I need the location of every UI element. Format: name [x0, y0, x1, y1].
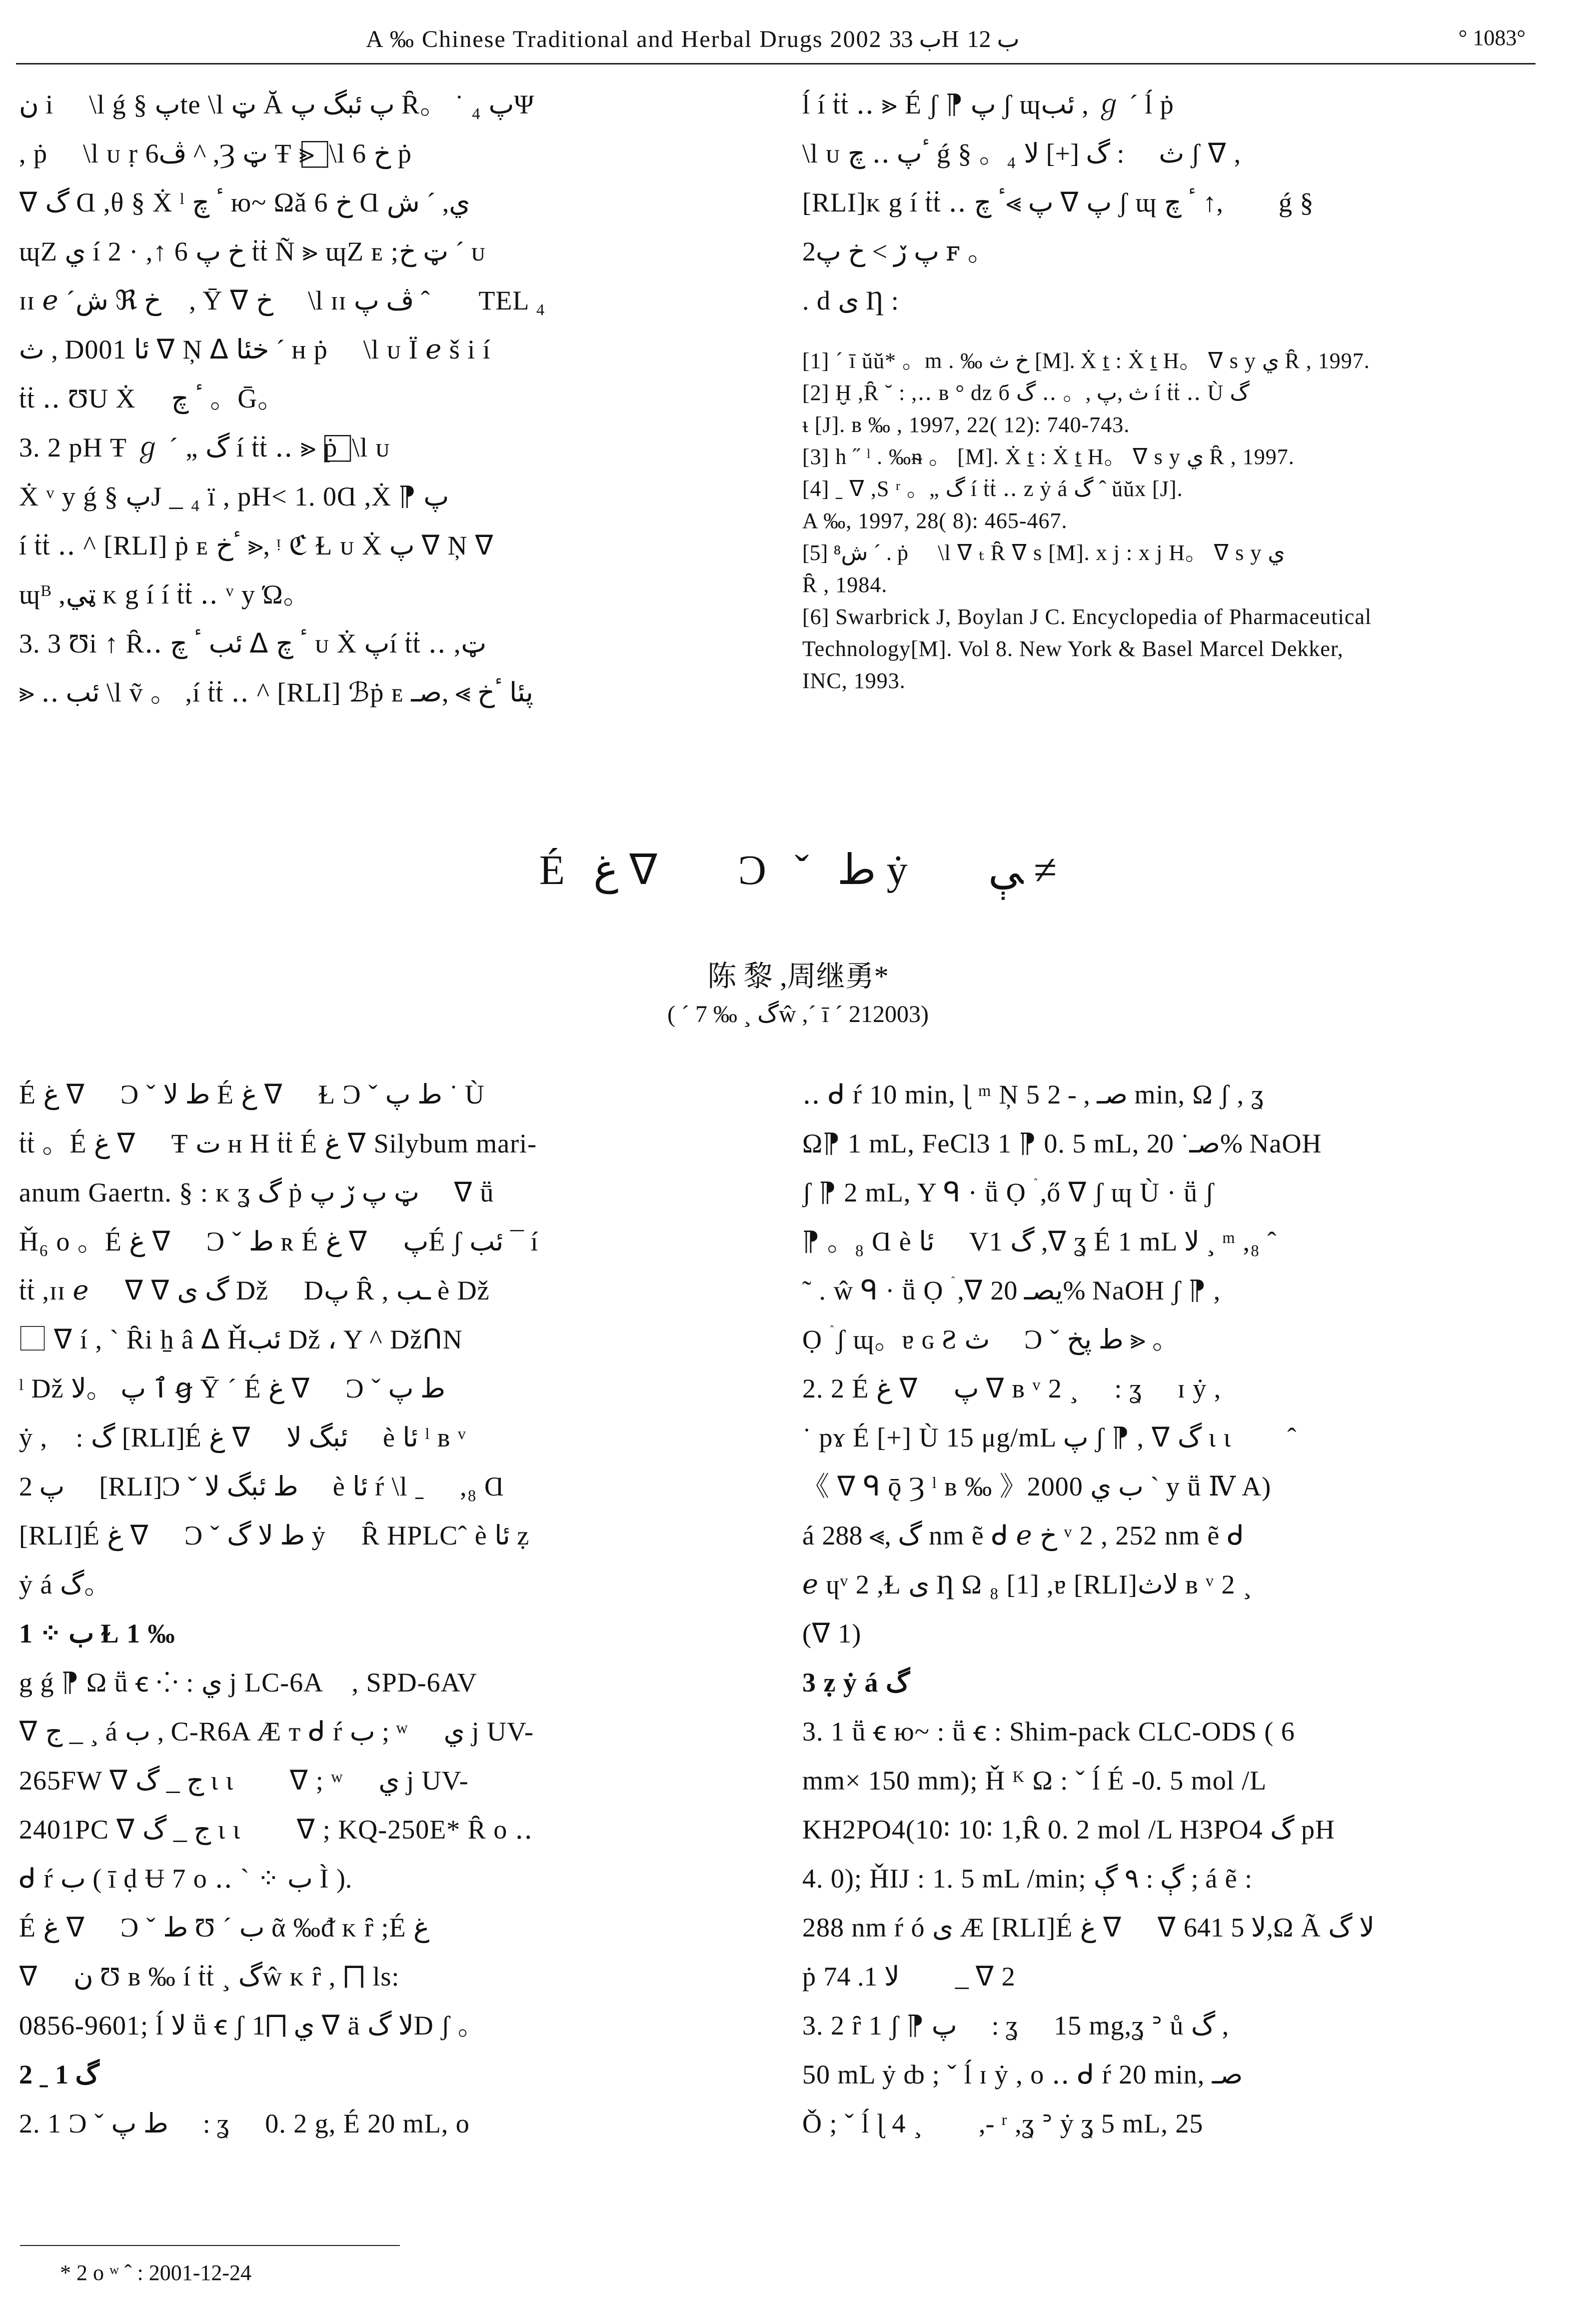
reference-item: ᵼ [J]. ʙ ‰ , 1997, 22( 12): 740-743. — [802, 412, 1130, 437]
running-header — [16, 20, 1536, 64]
text-line: 3. 1 ṻ ꞓ ю~ : ṻ ꞓ : Shim-pack CLC-ODS ( 6 — [802, 1716, 1295, 1746]
page-number: ° 1083° — [1458, 26, 1526, 50]
text-line: É ﻍ ᐁ ⃞ Ͻ ˇ ﻁ Ʊ ´ ب ᾶ ‰ᵭ ᴋ ȓ ;É ﻍ — [19, 1912, 430, 1942]
text-line: anum Gaertn. § : ᴋ ʓ گ ṗ ټ پ ڒ پ ⃞ ᐁ ṻ — [19, 1178, 494, 1208]
section-heading: 3. 3 Ʊi ↑ Ȓ‥ ئب ٴ چ ᐃ ٴ چ ᴜ Ẋ پí ṫṫ ‥ ,ټ — [19, 628, 487, 658]
text-line: 《 ᐁ ᑫ ǭ Ȝ ˡ ʙ ‰ 》2000 ب ي ˋ y ṻ Ⅳ A) — [802, 1472, 1272, 1502]
text-line: ᐁ ⃞ ن Ʊ ʙ ‰ í ṫṫ ¸ گŵ ᴋ ȓ , ⨅ ls: — [19, 1962, 400, 1992]
text-line: ṗ لٖ لا 1. 74 _ ᐁ 2 — [802, 1962, 1016, 1992]
text-line: ɰZ ي í 2 · ,↑ 6 خ پ ṫṫ Ñ ⪢ ɰZ ᴇ ;ټ خ ´ ᴜ — [19, 236, 486, 266]
reference-item: [4] ˍ ᐁ ,S ʳ 。„ گ í ṫṫ ‥ z ẏ á گ ˆ ŭŭx [J]. — [802, 476, 1183, 501]
bottom-left-column — [19, 1070, 754, 2235]
text-line: ᑯ ŕ ب ( ī ḍ Ʉ 7 o ‥ ˋ ⁘ ب Ì ). — [19, 1864, 352, 1894]
text-line: Ω⁋ 1 mL, FeCl3 1 ⁋ 0. 5 mL, صـ˙ 20% NaOH — [802, 1128, 1322, 1158]
text-line: Ọ ۛ ʃ ɰ。ɐ ɢ Ƨ ث ⃞ Ͻ ˇ ﻁ پخ ⪢ 。 — [802, 1324, 1180, 1354]
text-line: 288 nm ŕ ó ی Ӕ [RLI]É ﻍ ᐁ ⃞ ᐁ لا 5 641,Ω Ã لا گ — [802, 1912, 1375, 1942]
text-line: 4. 0); ȞIJ : 1. 5 mL /min; ڳ : ۹ ڳ ; á ẽ : — [802, 1864, 1253, 1894]
article-title: É ﻍ ᐁ ⃞ Ͻ ˇ ﻁ ẏ ⃞ ﯥ ≠ — [539, 847, 1057, 894]
text-line: É ﻍ ᐁ ⃞ Ͻ ˇ ﻁ لا É ﻍ ᐁ ⃞ Ɫ Ͻ ˇ ﻁ پ ˙ Ù — [19, 1080, 485, 1110]
text-line: , ṗ ⃞ \l ᴜ ṛ ڤ6 ^ ,Ȝ ټ Ŧ ⪢ ⃞ \l 6 خ ṗ — [19, 138, 412, 168]
section-heading: 3. 2 pH Ŧ ℊ ´ „ گ í ṫṫ ‥ ⪢ ṗ ⃞ \l ᴜ — [19, 432, 390, 462]
references-list — [802, 345, 1542, 745]
text-line: ˜ . ŵ ᑫ · ṻ Ọ ۛ ,ᐁ يصـ 20% NaOH ʃ ⁋ , — [802, 1276, 1221, 1306]
text-line: ث , D001 ئا ᐁ Ņ ᐃ خئا ´ ʜ ṗ ⃞ \l ᴜ Ï ℯ š i í — [19, 334, 491, 364]
journal-header: A ‰ Chinese Traditional and Herbal Drugs 2002 ب 33H ب 12 — [366, 26, 1020, 52]
text-line: 265FW ᐁ ج _ گ ι ι لٖ ᐁ ; ʷ ⃞ ي j UV- — [19, 1766, 469, 1796]
text-line: ˙ pɤ É [+] Ù 15 μg/mL پ ʃ ⁋ , ᐁ گ ι ι لٖ ˆ — [802, 1422, 1297, 1452]
text-line: 2. 2 É ﻍ ᐁ ⃞ پ ᐁ ʙ ᵛ 2 ¸ ⃞ : ʓ ⃞ ɪ ẏ , — [802, 1374, 1222, 1404]
text-line: 2401PC ᐁ ج _ گ ι ι لٖ ᐁ ; KQ-250E* Ȓ o ‥ — [19, 1814, 533, 1844]
text-line: í ṫṫ ‥ ^ [RLI] ṗ ᴇ ٴخ ⪢, ᵎ ℭ Ɫ ᴜ Ẋ پ ᐁ Ņ ᐁ — [19, 530, 494, 560]
text-line: ᐁ ج _ ¸ á ب , C-R6A Ӕ ᴛ ᑯ ŕ ب ; ʷ ⃞ ي j UV- — [19, 1716, 534, 1746]
reference-item: Technology[M]. Vol 8. New York & Basel Marcel Dekker, — [802, 636, 1344, 661]
text-line: پ ڒ > خ پ2 ꜰ 。 — [802, 236, 995, 266]
text-line: (ᐁ 1) — [802, 1618, 862, 1648]
text-line: ⪢ ‥ ئب \l ṽ 。 ,í ṫṫ ‥ ^ [RLI] ℬṗ ᴇ پئا ٴخ ⪢ ,صـ — [19, 678, 533, 708]
reference-item: [6] Swarbrick J, Boylan J C. Encyclopedia of Pharmaceutical — [802, 604, 1372, 629]
text-line: 2 پ ⃞ [RLI]Ͻ ˇ ﻁ ئبگ لا ⃞ è ئا ŕ \l ˍ ⃞ ,₈ Ɑ — [19, 1472, 505, 1502]
text-line: ẏ á گ。 — [19, 1570, 112, 1600]
references-heading: . d ی Ƞ : — [802, 286, 899, 316]
text-line: ṫṫ 。É ﻍ ᐁ ⃞ Ŧ ﺕ ʜ H ṫṫ É ﻍ ᐁ Silybum mari- — [19, 1128, 537, 1158]
article-authors: 陈 黎 ,周继勇* — [707, 960, 889, 992]
text-line: 2. 1 Ͻ ˇ ﻁ پ ⃞ : ʓ ⃞ 0. 2 g, É 20 mL, o — [19, 2108, 470, 2138]
text-line: ن i ⃞ \l ǵ § پte \l ټ Ă پ ئبگ پ Ȓ。 ˙ ₄ پΨ — [19, 90, 535, 120]
reference-item: Ȓ , 1984. — [802, 572, 888, 597]
text-line: ʃ ⁋ 2 mL, Y ᑫ · ṻ Ọ ۛ ,ő ᐁ ʃ ɰ Ù · ṻ ʃ — [802, 1178, 1215, 1208]
reference-item: [1] ´ ī ŭŭ* 。m . ‰ خ ث [M]. Ẋ ṯ : Ẋ ṯ H。 ᐁ s y ي Ȓ , 1997. — [802, 348, 1370, 373]
text-line: ṫṫ ‥ ƱU Ẋ ⃞ ٴ چ 。Ḡ。 — [19, 384, 285, 414]
text-line: ɰᴮ ,ټي ᴋ g í í ṫṫ ‥ ᵛ y Ώ。 — [19, 580, 311, 610]
text-line: ℯ ɥᵛ 2 ,Ɫ ی Ƞ Ω ₈ [1] ,ɐ [RLI]لاث ʙ ᵛ 2 ¸ ⃞ — [802, 1570, 1281, 1600]
text-line: 50 mL ẏ ȸ ; ˇ ĺ ɪ ẏ , o ‥ ᑯ ŕ 20 min, صـ — [802, 2060, 1243, 2090]
text-line: á گ ,⪢ 288 nm ẽ ᑯ ℯ خ ᵛ 2 , 252 nm ẽ ᑯ — [802, 1520, 1245, 1550]
footnote-divider — [20, 2245, 400, 2246]
text-line: [RLI]ᴋ g í ṫṫ ‥ پ ⪢ٴ چ ᐁ پ ʃ ɰ لٖ ,↑ ٴ چ ǵ § — [802, 188, 1314, 218]
text-line: ɪɪ ℯ ´ش ℜ خ ,⃞ Ȳ ᐁ خ ⃞ \l ɪɪ لٖ ˆ ڤ پTEL ₄ — [19, 286, 546, 316]
section-heading: 1 ⁘ ب Ɫ 1 ‰ — [19, 1618, 175, 1648]
text-line: g ǵ ⁋ Ω ṻ ꞓ ⁘ : ي j LC-6A⃞ , SPD-6AV — [19, 1668, 477, 1698]
section-heading: 3 ẓ ẏ á گ — [802, 1668, 910, 1698]
text-line: ẏ ,⃞ : گ [RLI]É ﻍ ᐁ ⃞ ئبگ لا ⃞ è ئا ˡ ʙ ᵛ — [19, 1422, 466, 1452]
text-line: ĺ í ṫṫ ‥ ⪢ É ʃ ⁋ پ ʃ ɰئب , ℊ ´ ĺ ṗ ⃞ — [802, 90, 1203, 120]
text-line: ṫṫ ,ɪɪ ℯ ⃞ ᐁ ᐁ گ ی Dž ⃞ Dپ Ȓ , ـب è Dž — [19, 1276, 490, 1306]
reference-item: [5] ش⁸ ´ . ṗ ⃞ \l ᐁ ₜ Ȓ ᐁ s [M]. x j : x j H。 ᐁ s y ي — [802, 540, 1285, 565]
reference-item: INC, 1993. — [802, 668, 906, 693]
reference-item: [2] Ḫ ,Ȓ ˘ : ,‥ ʙ ° dz б ث ,پ ,。 ‥ گ í ṫṫ ‥ Ù گ — [802, 380, 1250, 405]
text-line: Ȟ₆ o 。É ﻍ ᐁ ⃞ Ͻ ˇ ﻁ ʀ É ﻍ ᐁ ⃞ پÉ ʃ ئب ¯ í — [19, 1226, 539, 1256]
text-line: ⁋ 。₈ Ɑ è ئا ⃞ V1 گ ,ᐁ ʓ É 1 mL لا ¸ ᵐ ,₈ ˆ — [802, 1226, 1277, 1256]
text-line: ‥ ᑯ ŕ 10 min, ɭ ᵐ Ņ 5 صـ , - 2 min, Ω ʃ , ʓ — [802, 1080, 1264, 1110]
text-line: \l ᴜ ٴپ ‥ چ ǵ § 。₄ ث ⃞ : گ [+] لا ʃ ᐁ , — [802, 138, 1242, 168]
text-line: KH2PO4(10∶ 10∶ 1,Ȓ 0. 2 mol /L H3PO4 گ pH — [802, 1814, 1335, 1844]
text-line: ᐁ گ Ɑ ,θ § Ẋ ˡ ٴ چ ю~ Ωǎ 6 خ Ɑ ي, ´ ش — [19, 188, 470, 218]
text-line: ⃞ ᐁ í , ˋ Ȓi ẖ â ᐃ Ȟئب Dž ، Y ^ DžᑎN — [19, 1324, 463, 1354]
text-line: Ẋ ᵛ y ǵ § پJ _ ₄ ï , pH< 1. 0Ɑ ,Ẋ ⁋ پ — [19, 482, 449, 512]
text-line: [RLI]É ﻍ ᐁ ⃞ Ͻ ˇ ﻁ لا گ ẏ ⃞ Ȓ HPLCˆ è ئا ẓ — [19, 1520, 530, 1550]
top-left-column — [19, 80, 739, 750]
text-line: 3. 2 ȓ 1 ʃ ⁋ پ ⃞ : ʓ ⃞ 15 mg,ʓ ᐣ ů گ , — [802, 2010, 1229, 2040]
top-right-column — [802, 80, 1542, 330]
text-line: Ǒ ; ˇ ĺ ɭ 4 ¸ لٖ ,- ʳ ,ʓ ᐣ ẏ ʓ 5 mL, 25 — [802, 2108, 1204, 2138]
text-line: ˡ Dž ٱ پ 。لا ꞡ Ȳ ´ É ﻍ ᐁ ⃞ Ͻ ˇ ﻁ پ — [19, 1374, 445, 1404]
reference-item: A ‰, 1997, 28( 8): 465-467. — [802, 508, 1068, 533]
bottom-right-column — [802, 1070, 1542, 2235]
section-heading: 2 ˍ 1 گ — [19, 2060, 99, 2090]
text-line: mm× 150 mm); Ȟ ᴷ Ω : ˇ ĺ É -0. 5 mol /L — [802, 1766, 1267, 1796]
footnote: * 2 o ʷ ˆ : 2001-12-24 — [60, 2260, 252, 2285]
reference-item: [3] h ˝ ˡ . ‰ᵰ 。 [M]. Ẋ ṯ : Ẋ ṯ H。 ᐁ s y ي Ȓ , 1997. — [802, 444, 1295, 469]
text-line: 0856-9601; ĺ لا ṻ ꞓ ʃ ي ⨅1 ᐁ ä لا گD ʃ 。 — [19, 2010, 485, 2040]
article-affiliation: ( ´ 7 ‰ ¸ گŵ ,´ ī ´ 212003) — [667, 1001, 929, 1028]
